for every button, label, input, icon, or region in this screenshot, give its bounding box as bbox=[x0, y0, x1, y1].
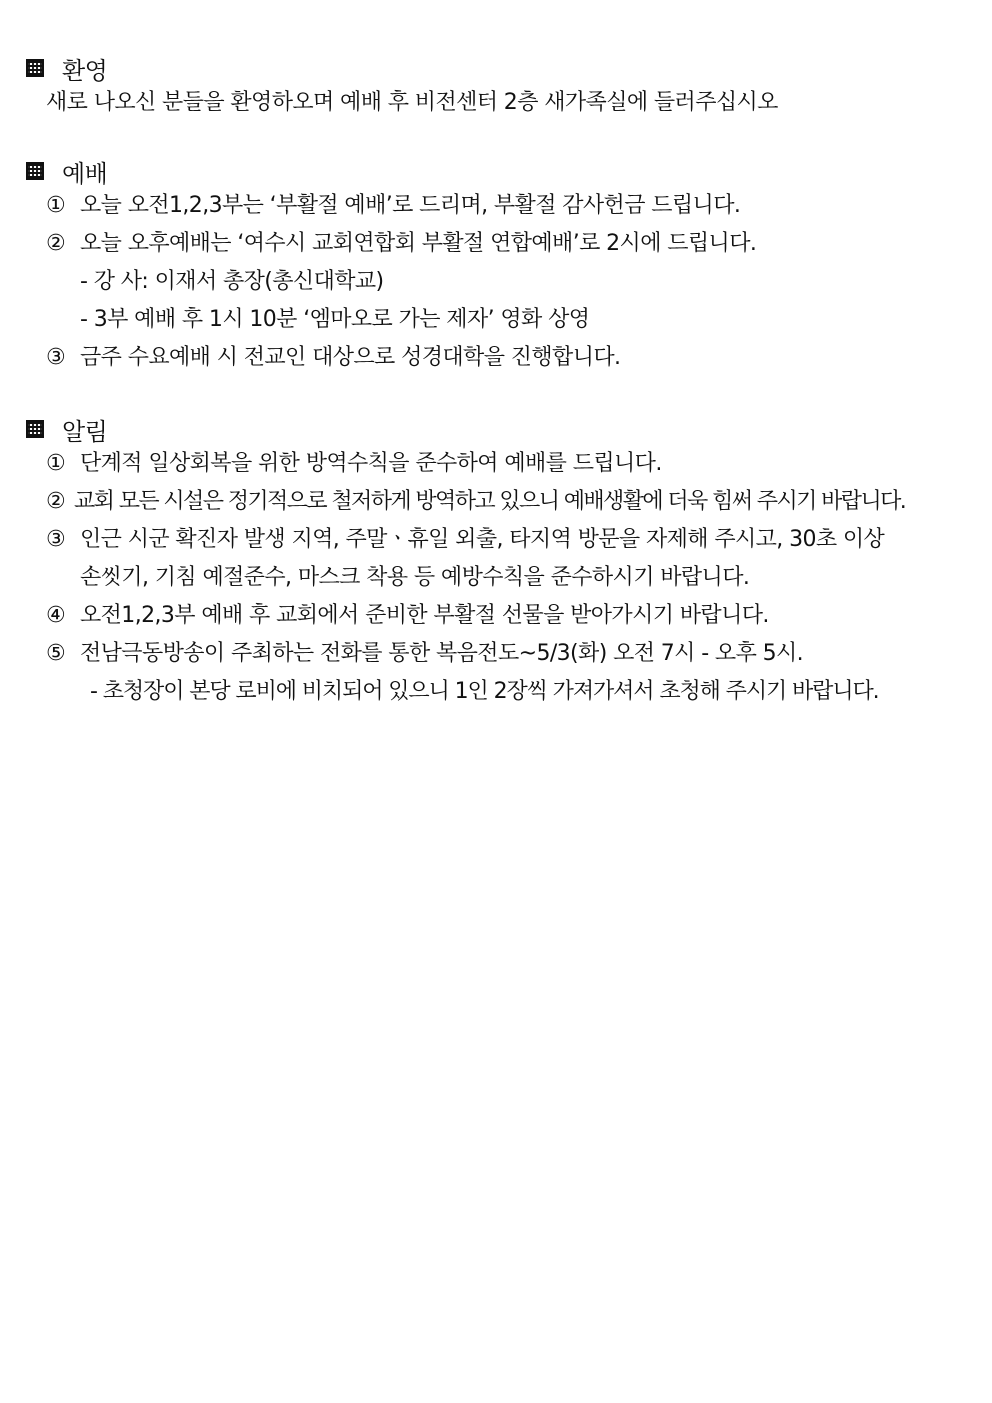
item-text: 전남극동방송이 주최하는 전화를 통한 복음전도~5/3(화) 오전 7시 - 오후 5시. bbox=[80, 641, 804, 666]
sub-item: - 초청장이 본당 로비에 비치되어 있으니 1인 2장씩 가져가셔서 초청해 주시기 바랍니다. bbox=[90, 679, 879, 704]
welcome-section bbox=[26, 52, 778, 122]
welcome-text: 새로 나오신 분들을 환영하오며 예배 후 비전센터 2층 새가족실에 들러주십시오 bbox=[46, 90, 778, 115]
list-item bbox=[46, 445, 905, 483]
item-text: 단계적 일상회복을 위한 방역수칙을 준수하여 예배를 드립니다. bbox=[80, 451, 662, 476]
worship-heading: 예배 bbox=[62, 159, 108, 188]
item-number: ③ bbox=[46, 527, 66, 552]
welcome-heading: 환영 bbox=[62, 56, 108, 85]
notice-heading: 알림 bbox=[62, 417, 108, 446]
list-item bbox=[46, 635, 905, 673]
square-bullet-icon bbox=[26, 162, 44, 180]
section-heading bbox=[26, 52, 778, 84]
section-heading bbox=[26, 413, 905, 445]
sub-item: - 강 사: 이재서 총장(총신대학교) bbox=[80, 269, 384, 294]
square-bullet-icon bbox=[26, 420, 44, 438]
list-item bbox=[46, 225, 756, 263]
item-number: ② bbox=[46, 231, 66, 256]
item-number: ① bbox=[46, 451, 66, 476]
item-text: 오늘 오전1,2,3부는 ‘부활절 예배’로 드리며, 부활절 감사헌금 드립니다. bbox=[80, 193, 741, 218]
item-number: ⑤ bbox=[46, 641, 66, 666]
item-text: 인근 시군 확진자 발생 지역, 주말ㆍ휴일 외출, 타지역 방문을 자제해 주시고, 30초 이상 bbox=[80, 527, 885, 552]
list-item bbox=[46, 187, 756, 225]
section-heading bbox=[26, 155, 756, 187]
notice-section bbox=[26, 413, 905, 711]
list-item bbox=[46, 339, 756, 377]
item-text: 교회 모든 시설은 정기적으로 철저하게 방역하고 있으니 예배생활에 더욱 힘써 주시기 바랍니다. bbox=[74, 489, 906, 514]
square-bullet-icon bbox=[26, 59, 44, 77]
item-continuation: 손씻기, 기침 예절준수, 마스크 착용 등 예방수칙을 준수하시기 바랍니다. bbox=[80, 565, 750, 590]
item-number: ② bbox=[46, 489, 65, 514]
list-item bbox=[46, 597, 905, 635]
item-text: 오늘 오후예배는 ‘여수시 교회연합회 부활절 연합예배’로 2시에 드립니다. bbox=[80, 231, 757, 256]
list-item bbox=[46, 521, 905, 559]
worship-section bbox=[26, 155, 756, 377]
item-text: 오전1,2,3부 예배 후 교회에서 준비한 부활절 선물을 받아가시기 바랍니다. bbox=[80, 603, 769, 628]
list-item bbox=[46, 483, 905, 521]
item-number: ① bbox=[46, 193, 66, 218]
item-text: 금주 수요예배 시 전교인 대상으로 성경대학을 진행합니다. bbox=[80, 345, 621, 370]
item-number: ③ bbox=[46, 345, 66, 370]
item-number: ④ bbox=[46, 603, 66, 628]
sub-item: - 3부 예배 후 1시 10분 ‘엠마오로 가는 제자’ 영화 상영 bbox=[80, 307, 590, 332]
